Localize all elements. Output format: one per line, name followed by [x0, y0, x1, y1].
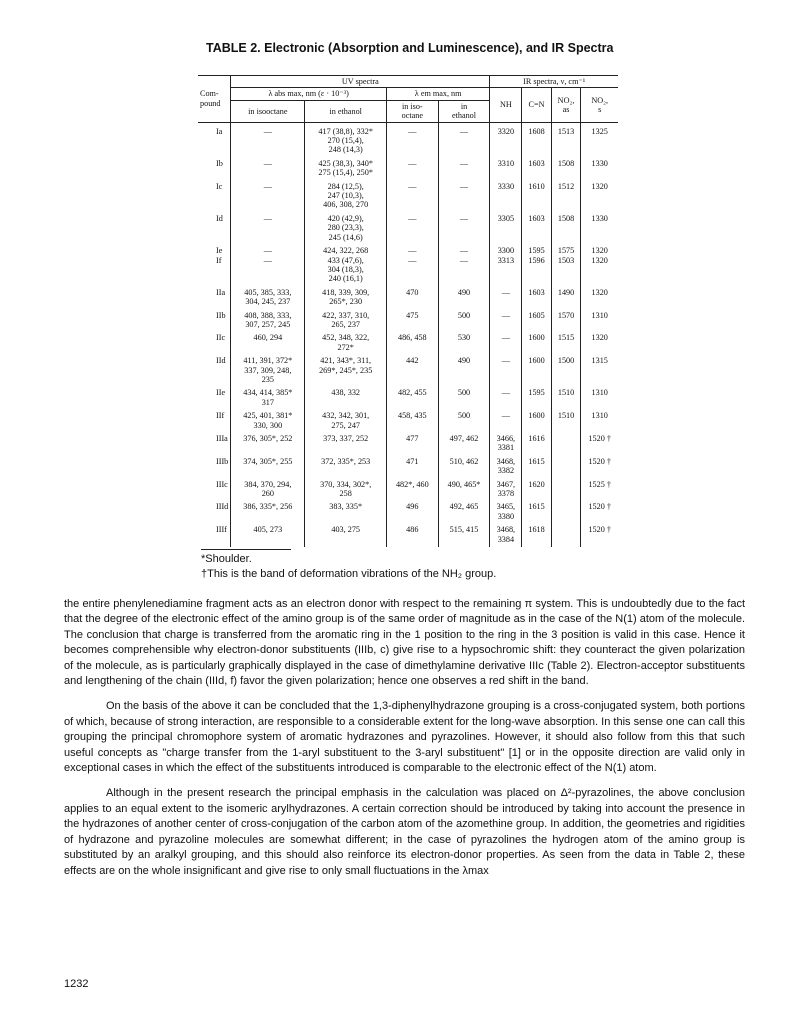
- cell-cn: 1615: [522, 453, 551, 476]
- cell-nh: —: [490, 329, 522, 352]
- cell-abs-isooctane: —: [231, 155, 305, 178]
- cell-em-ethanol: — —: [438, 242, 490, 284]
- cell-em-ethanol: 490: [438, 284, 490, 307]
- cell-em-isooctane: 477: [386, 430, 438, 453]
- cell-nh: 3305: [490, 210, 522, 242]
- cell-em-ethanol: 500: [438, 407, 490, 430]
- cell-no2-s: 1310: [581, 407, 618, 430]
- cell-abs-ethanol: 403, 275: [305, 521, 387, 547]
- cell-em-ethanol: 530: [438, 329, 490, 352]
- cell-abs-ethanol: 438, 332: [305, 384, 387, 407]
- header-em-isooctane: in iso- octane: [386, 100, 438, 122]
- cell-em-ethanol: —: [438, 210, 490, 242]
- cell-no2-s: 1320: [581, 284, 618, 307]
- cell-cn: 1600: [522, 352, 551, 384]
- spectra-table: [198, 75, 618, 547]
- header-abs-max: λ abs max, nm (ε · 10⁻³): [231, 88, 387, 100]
- cell-abs-isooctane: —: [231, 122, 305, 155]
- cell-cn: 1603: [522, 284, 551, 307]
- cell-no2-s: 1330: [581, 210, 618, 242]
- cell-em-isooctane: 470: [386, 284, 438, 307]
- cell-compound: Ic: [216, 181, 223, 191]
- header-abs-ethanol: in ethanol: [305, 100, 387, 122]
- cell-no2-as: [551, 453, 581, 476]
- cell-no2-s: 1525 †: [581, 476, 618, 499]
- cell-no2-as: 1510: [551, 384, 581, 407]
- table-row: [198, 329, 618, 352]
- cell-compound: Ib: [216, 158, 223, 168]
- table-row: [198, 352, 618, 384]
- cell-abs-isooctane: 405, 273: [231, 521, 305, 547]
- cell-compound: IIIc: [216, 479, 228, 489]
- table-caption: TABLE 2. Electronic (Absorption and Luminescence), and IR Spectra: [206, 41, 614, 55]
- cell-nh: 3310: [490, 155, 522, 178]
- header-no2-s: NO₂, s: [581, 88, 618, 122]
- cell-cn: 1605: [522, 307, 551, 330]
- cell-abs-isooctane: 384, 370, 294, 260: [231, 476, 305, 499]
- table-row: [198, 521, 618, 547]
- table-row: [198, 307, 618, 330]
- cell-compound: IIc: [216, 333, 226, 343]
- cell-no2-s: 1315: [581, 352, 618, 384]
- cell-no2-as: 1508: [551, 155, 581, 178]
- table-row: [198, 407, 618, 430]
- cell-cn: 1600: [522, 407, 551, 430]
- cell-em-isooctane: 496: [386, 498, 438, 521]
- cell-cn: 1595: [522, 384, 551, 407]
- cell-em-ethanol: —: [438, 122, 490, 155]
- cell-nh: 3465, 3380: [490, 498, 522, 521]
- footnote-rule: [201, 549, 291, 550]
- header-cn: C=N: [522, 88, 551, 122]
- cell-abs-isooctane: 386, 335*, 256: [231, 498, 305, 521]
- header-nh: NH: [490, 88, 522, 122]
- cell-nh: 3300 3313: [490, 242, 522, 284]
- table-row: [198, 178, 618, 210]
- cell-no2-s: 1320: [581, 329, 618, 352]
- cell-abs-isooctane: 434, 414, 385* 317: [231, 384, 305, 407]
- cell-abs-isooctane: —: [231, 210, 305, 242]
- cell-em-ethanol: 492, 465: [438, 498, 490, 521]
- cell-no2-as: 1515: [551, 329, 581, 352]
- cell-em-isooctane: —: [386, 178, 438, 210]
- cell-no2-s: 1320: [581, 178, 618, 210]
- cell-no2-as: [551, 430, 581, 453]
- table-row: [198, 453, 618, 476]
- cell-compound: Ie If: [216, 246, 223, 265]
- cell-no2-as: 1512: [551, 178, 581, 210]
- cell-abs-ethanol: 370, 334, 302*, 258: [305, 476, 387, 499]
- cell-compound: IIIb: [216, 456, 229, 466]
- cell-em-isooctane: — —: [386, 242, 438, 284]
- cell-abs-isooctane: — —: [231, 242, 305, 284]
- cell-em-ethanol: 510, 462: [438, 453, 490, 476]
- cell-abs-ethanol: 425 (38,3), 340* 275 (15,4), 250*: [305, 155, 387, 178]
- cell-nh: 3320: [490, 122, 522, 155]
- footnote-dagger: †This is the band of deformation vibrations of the NH₂ group.: [201, 568, 497, 580]
- cell-compound: IId: [216, 356, 226, 366]
- table-body: [198, 122, 618, 547]
- cell-compound: IIIf: [216, 525, 227, 535]
- cell-compound: IIb: [216, 310, 226, 320]
- cell-abs-ethanol: 452, 348, 322, 272*: [305, 329, 387, 352]
- cell-nh: —: [490, 284, 522, 307]
- footnote-shoulder: *Shoulder.: [201, 553, 252, 565]
- cell-nh: 3330: [490, 178, 522, 210]
- cell-no2-s: 1520 †: [581, 430, 618, 453]
- cell-abs-ethanol: 372, 335*, 253: [305, 453, 387, 476]
- cell-cn: 1620: [522, 476, 551, 499]
- cell-abs-ethanol: 421, 343*, 311, 269*, 245*, 235: [305, 352, 387, 384]
- cell-abs-ethanol: 424, 322, 268 433 (47,6), 304 (18,3), 240 (16,1): [305, 242, 387, 284]
- cell-no2-as: 1570: [551, 307, 581, 330]
- cell-abs-ethanol: 418, 339, 309, 265*, 230: [305, 284, 387, 307]
- cell-abs-ethanol: 383, 335*: [305, 498, 387, 521]
- cell-nh: 3466, 3381: [490, 430, 522, 453]
- cell-em-isooctane: 486: [386, 521, 438, 547]
- cell-no2-as: [551, 476, 581, 499]
- header-em-ethanol: in ethanol: [438, 100, 490, 122]
- cell-em-isooctane: 486, 458: [386, 329, 438, 352]
- table-row: [198, 476, 618, 499]
- header-compound: Com- pound: [198, 76, 231, 123]
- cell-abs-ethanol: 432, 342, 301, 275, 247: [305, 407, 387, 430]
- cell-em-isooctane: 471: [386, 453, 438, 476]
- cell-em-isooctane: —: [386, 122, 438, 155]
- cell-no2-s: 1520 †: [581, 521, 618, 547]
- paragraph: the entire phenylenediamine fragment acts as an electron donor with respect to the remaining π system. This is undoubtedly due to the fact that the degree of the electronic effect of the amino group is of the same order of magnitude as in the case of the N(1) atom of the molecule. The conclusion that charge is transferred from the aromatic ring in the 1 position to the ring in the 3 position is valid in this case. Hence it becomes comprehensible why electron-donor substituents (IIIb, c) give rise to a hypsochromic shift: they counteract the given polarization of the molecule, as is particularly graphically displayed in the case of dimethylamine derivative IIIc (Table 2). Electron-acceptor substituents and lengthening of the chain (IIId, f) favor the given polarization; hence one observes a red shift in the band.: [64, 598, 745, 688]
- cell-abs-ethanol: 422, 337, 310, 265, 237: [305, 307, 387, 330]
- cell-cn: 1615: [522, 498, 551, 521]
- cell-cn: 1616: [522, 430, 551, 453]
- cell-em-isooctane: —: [386, 155, 438, 178]
- paragraph: On the basis of the above it can be concluded that the 1,3-diphenylhydrazone grouping is a cross-conjugated system, both portions of which, because of strong interaction, are responsible to a considerable extent for the long-wave absorption. In this sense one can call this grouping the principal chromophore system of aromatic hydrazones and pyrazolines. However, it should also follow from this that such useful concepts as "charge transfer from the 1-aryl substituent to the 3-aryl substituent" [1] or in the opposite direction are valid only in exceptional cases in which the effect of the substituents introduced is comparable to the electronic effect of the N(1) atom.: [64, 700, 745, 775]
- cell-nh: —: [490, 307, 522, 330]
- cell-compound: IIa: [216, 287, 226, 297]
- cell-abs-isooctane: 460, 294: [231, 329, 305, 352]
- cell-cn: 1610: [522, 178, 551, 210]
- cell-compound: IIe: [216, 388, 226, 398]
- cell-no2-s: 1320 1320: [581, 242, 618, 284]
- cell-em-isooctane: 442: [386, 352, 438, 384]
- cell-no2-s: 1325: [581, 122, 618, 155]
- cell-cn: 1595 1596: [522, 242, 551, 284]
- cell-abs-ethanol: 417 (38,8), 332* 270 (15,4), 248 (14,3): [305, 122, 387, 155]
- table-row: [198, 284, 618, 307]
- cell-no2-as: 1490: [551, 284, 581, 307]
- cell-abs-isooctane: 405, 385, 333, 304, 245, 237: [231, 284, 305, 307]
- table-row: [198, 384, 618, 407]
- paragraph: Although in the present research the principal emphasis in the calculation was placed on Δ²-pyrazolines, the above conclusion applies to an equal extent to the isomeric arylhydrazones. A certain correction should be introduced by taking into account the presence in the hydrazones of another center of cross-conjugation of the carbon atom of the azomethine group. In addition, the geometries and rigidities of hydrazone and pyrazoline molecules are somewhat different; in the case of pyrazolines the hydrogen atom of the amino group is substituted by an aralkyl grouping, and this should also reinforce its electron-donor properties. As seen from the data in Table 2, these effects are on the whole insignificant and give rise to only small fluctuations in the λmax: [64, 787, 745, 877]
- cell-em-isooctane: 458, 435: [386, 407, 438, 430]
- cell-abs-ethanol: 373, 337, 252: [305, 430, 387, 453]
- header-abs-isooctane: in isooctane: [231, 100, 305, 122]
- body-text: [64, 597, 745, 889]
- cell-nh: 3468, 3382: [490, 453, 522, 476]
- header-no2-as: NO₂, as: [551, 88, 581, 122]
- cell-nh: 3467, 3378: [490, 476, 522, 499]
- table-row: [198, 210, 618, 242]
- table-row: [198, 498, 618, 521]
- cell-nh: 3468, 3384: [490, 521, 522, 547]
- table-row: [198, 242, 618, 284]
- cell-abs-isooctane: —: [231, 178, 305, 210]
- cell-no2-s: 1330: [581, 155, 618, 178]
- cell-em-ethanol: —: [438, 155, 490, 178]
- cell-no2-s: 1310: [581, 384, 618, 407]
- cell-no2-as: 1513: [551, 122, 581, 155]
- cell-em-ethanol: 497, 462: [438, 430, 490, 453]
- cell-abs-isooctane: 374, 305*, 255: [231, 453, 305, 476]
- cell-cn: 1608: [522, 122, 551, 155]
- cell-cn: 1603: [522, 155, 551, 178]
- cell-em-isooctane: —: [386, 210, 438, 242]
- cell-abs-isooctane: 425, 401, 381* 330, 300: [231, 407, 305, 430]
- cell-cn: 1603: [522, 210, 551, 242]
- cell-no2-as: [551, 521, 581, 547]
- page-number: 1232: [64, 978, 89, 990]
- cell-compound: IIf: [216, 411, 225, 421]
- table-row: [198, 122, 618, 155]
- cell-nh: —: [490, 384, 522, 407]
- cell-no2-as: 1500: [551, 352, 581, 384]
- cell-abs-ethanol: 284 (12,5), 247 (10,3), 406, 308, 270: [305, 178, 387, 210]
- cell-no2-as: [551, 498, 581, 521]
- header-ir-spectra: IR spectra, ν, cm⁻¹: [490, 76, 618, 88]
- table-row: [198, 430, 618, 453]
- cell-no2-as: 1575 1503: [551, 242, 581, 284]
- cell-nh: —: [490, 407, 522, 430]
- cell-cn: 1618: [522, 521, 551, 547]
- cell-no2-as: 1508: [551, 210, 581, 242]
- cell-em-ethanol: 490, 465*: [438, 476, 490, 499]
- cell-no2-s: 1520 †: [581, 498, 618, 521]
- cell-em-isooctane: 482*, 460: [386, 476, 438, 499]
- cell-abs-isooctane: 408, 388, 333, 307, 257, 245: [231, 307, 305, 330]
- cell-abs-isooctane: 376, 305*, 252: [231, 430, 305, 453]
- cell-nh: —: [490, 352, 522, 384]
- header-em-max: λ em max, nm: [386, 88, 489, 100]
- cell-no2-as: 1510: [551, 407, 581, 430]
- cell-no2-s: 1520 †: [581, 453, 618, 476]
- table-row: [198, 155, 618, 178]
- cell-em-ethanol: 500: [438, 384, 490, 407]
- header-uv-spectra: UV spectra: [231, 76, 490, 88]
- cell-em-ethanol: 515, 415: [438, 521, 490, 547]
- cell-cn: 1600: [522, 329, 551, 352]
- cell-no2-s: 1310: [581, 307, 618, 330]
- cell-em-isooctane: 482, 455: [386, 384, 438, 407]
- cell-compound: Id: [216, 213, 223, 223]
- table-footnotes: [201, 549, 621, 582]
- cell-em-ethanol: 490: [438, 352, 490, 384]
- cell-compound: Ia: [216, 126, 223, 136]
- cell-abs-ethanol: 420 (42,9), 280 (23,3), 245 (14,6): [305, 210, 387, 242]
- cell-abs-isooctane: 411, 391, 372* 337, 309, 248, 235: [231, 352, 305, 384]
- cell-compound: IIId: [216, 502, 229, 512]
- cell-em-isooctane: 475: [386, 307, 438, 330]
- cell-compound: IIIa: [216, 434, 228, 443]
- cell-em-ethanol: 500: [438, 307, 490, 330]
- cell-em-ethanol: —: [438, 178, 490, 210]
